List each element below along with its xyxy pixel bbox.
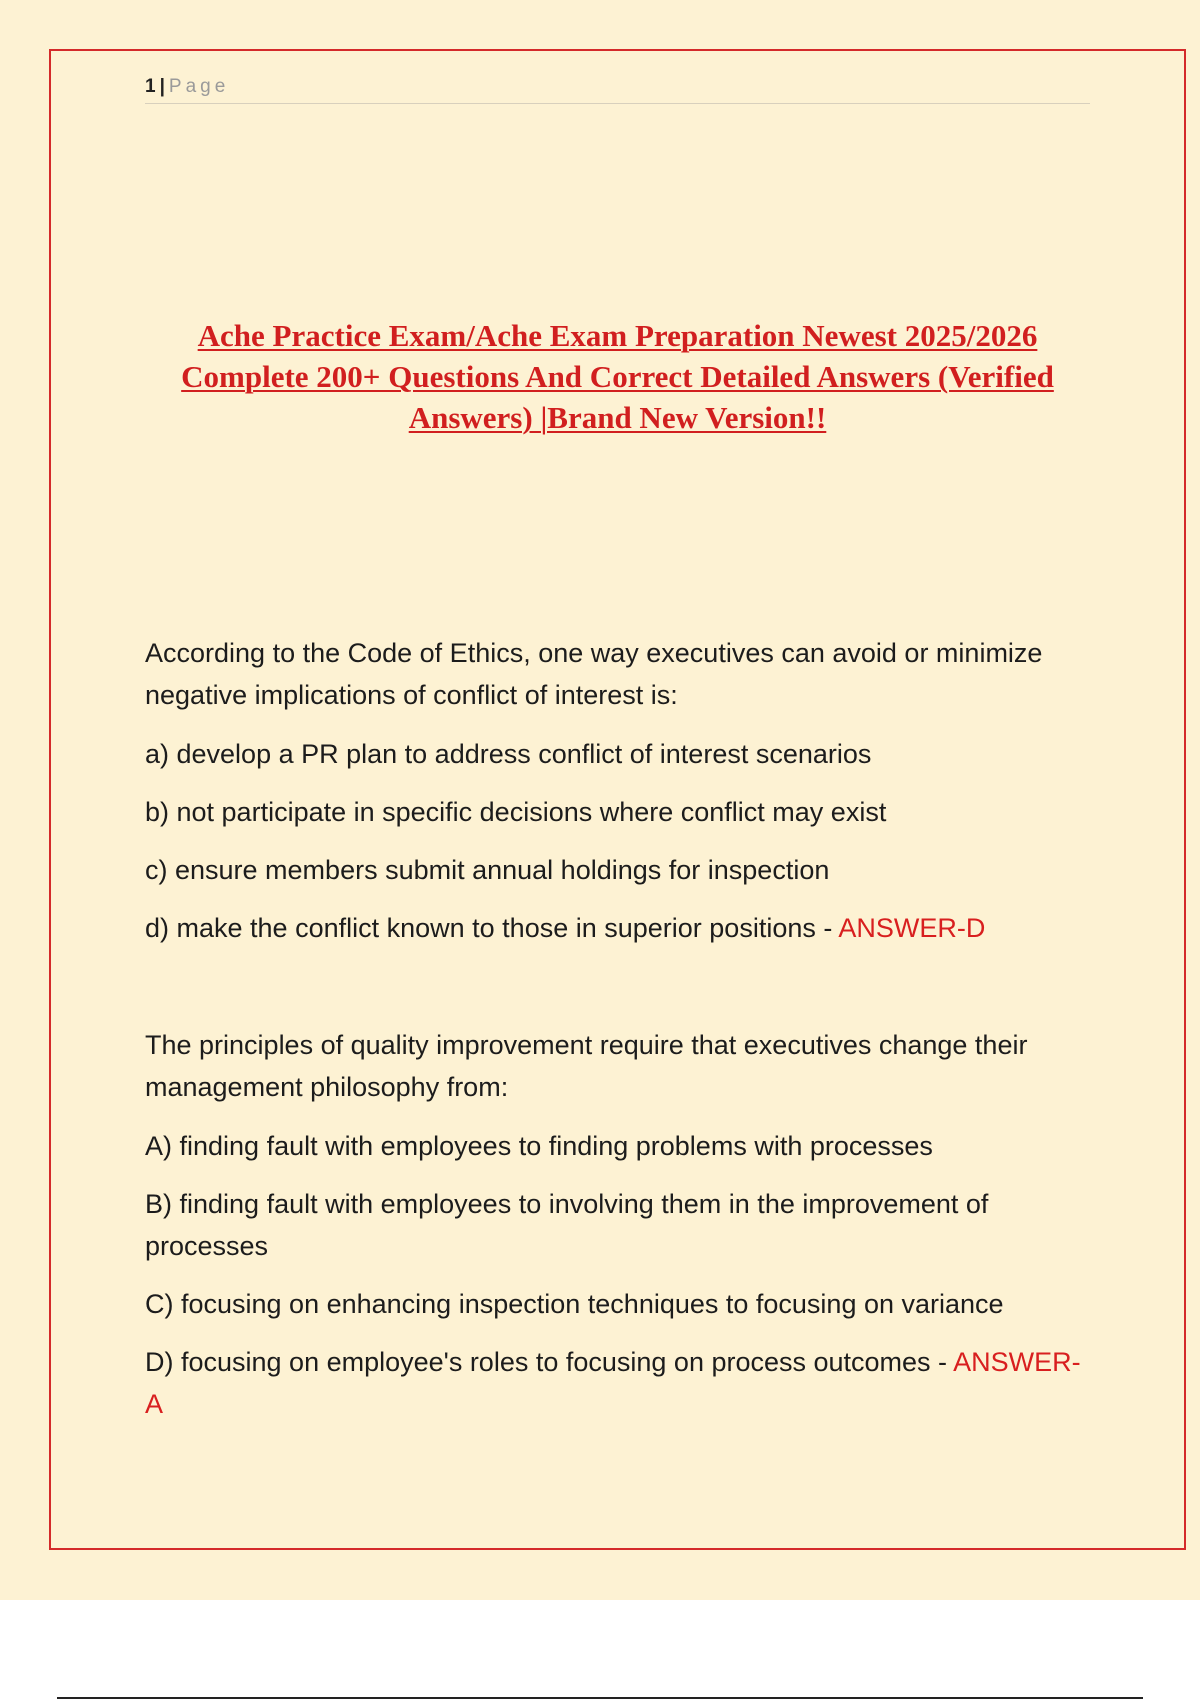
- question-block: [145, 1024, 1090, 1425]
- question-text: According to the Code of Ethics, one way executives can avoid or minimize negative implications of conflict of interest is:: [145, 638, 1043, 710]
- page-number: 1: [145, 76, 156, 97]
- answer-option: c) ensure members submit annual holdings for inspection: [145, 855, 830, 885]
- answer-option: a) develop a PR plan to address conflict of interest scenarios: [145, 739, 872, 769]
- answer-option: B) finding fault with employees to involving them in the improvement of processes: [145, 1189, 989, 1261]
- answer-option-text: D) focusing on employee's roles to focusing on process outcomes -: [145, 1347, 948, 1377]
- question-block: [145, 632, 1090, 949]
- correct-answer-label: ANSWER-A: [145, 1347, 1081, 1419]
- questions-section: [145, 632, 1090, 1441]
- answer-option-text: d) make the conflict known to those in superior positions -: [145, 913, 833, 943]
- page-header: [145, 73, 1090, 104]
- page-label: Page: [168, 76, 230, 97]
- answer-option: A) finding fault with employees to finding problems with processes: [145, 1131, 933, 1161]
- document-title: Ache Practice Exam/Ache Exam Preparation Newest 2025/2026 Complete 200+ Questions And Correct Detailed Answers (Verified Answers) |Brand New Version!!: [181, 318, 1054, 435]
- correct-answer-label: ANSWER-D: [838, 913, 986, 943]
- answer-option: b) not participate in specific decisions where conflict may exist: [145, 797, 887, 827]
- question-text: The principles of quality improvement require that executives change their management philosophy from:: [145, 1030, 1028, 1102]
- answer-option: C) focusing on enhancing inspection techniques to focusing on variance: [145, 1289, 1004, 1319]
- answer-option-with-answer: [145, 907, 1090, 949]
- page-separator: |: [159, 76, 165, 97]
- answer-option-with-answer: [145, 1341, 1090, 1425]
- next-page-divider: [57, 1697, 1143, 1699]
